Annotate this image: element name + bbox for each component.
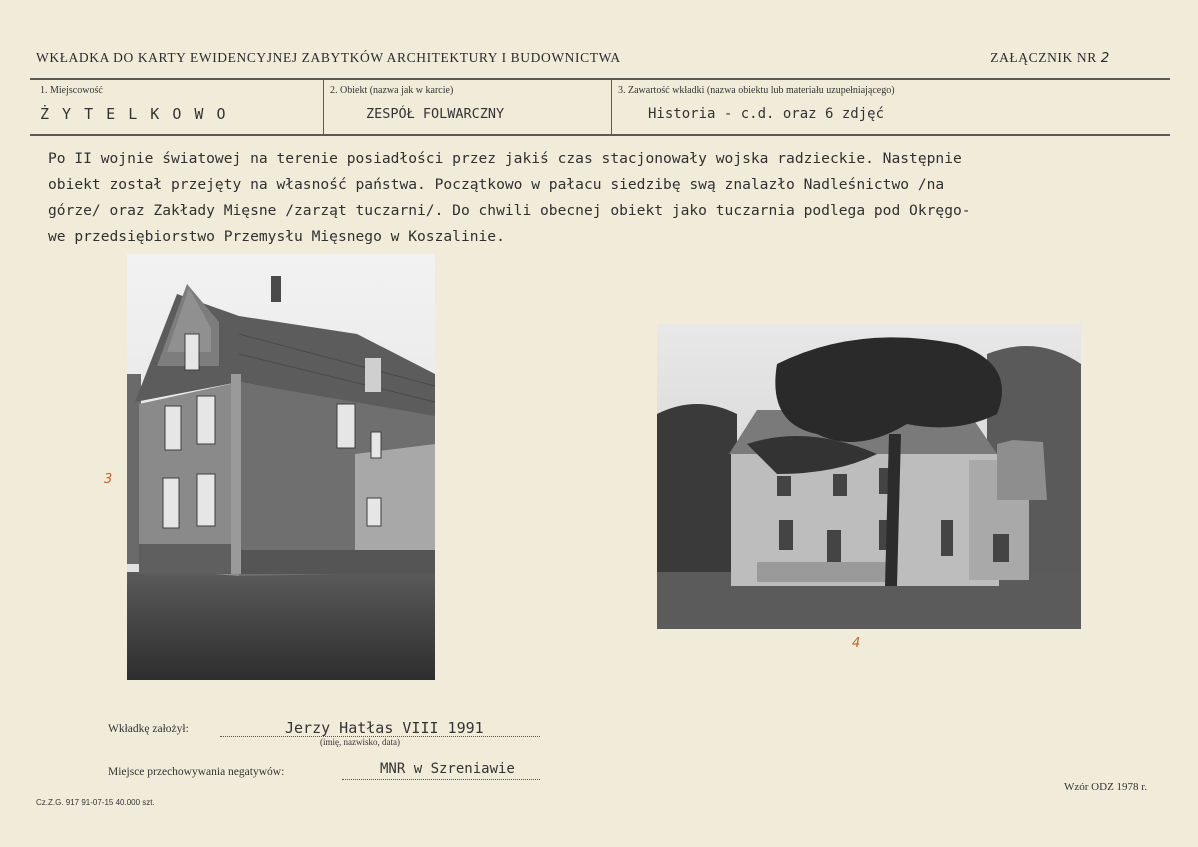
photo-number-right: 4 <box>852 636 861 651</box>
history-line: Po II wojnie światowej na terenie posiadłości przez jakiś czas stacjonowały wojska radzieckie. Następnie <box>48 150 962 167</box>
photo-manor-with-tree <box>657 324 1081 629</box>
form-model: Wzór ODZ 1978 r. <box>1064 781 1148 793</box>
field-divider-2 <box>611 80 612 135</box>
storage-value: MNR w Szreniawie <box>380 761 515 777</box>
header-rule-bottom <box>30 134 1170 136</box>
content-value: Historia - c.d. oraz 6 zdjęć <box>648 106 885 122</box>
print-code: Cz.Z.G. 917 91-07-15 40.000 szt. <box>36 798 155 807</box>
photo-manor-corner <box>127 254 435 680</box>
content-label: 3. Zawartość wkładki (nazwa obiektu lub materiału uzupełniającego) <box>618 85 895 96</box>
author-label: Wkładkę założył: <box>108 723 189 735</box>
field-divider-1 <box>323 80 324 135</box>
history-line: górze/ oraz Zakłady Mięsne /zarząt tuczarni/. Do chwili obecnej obiekt jako tuczarnia podlega pod Okręgo- <box>48 202 971 219</box>
object-label: 2. Obiekt (nazwa jak w karcie) <box>330 85 454 96</box>
history-line: obiekt został przejęty na własność państwa. Początkowo w pałacu siedzibę swą znalazło Nadleśnictwo /na <box>48 176 945 193</box>
attachment-number <box>990 50 1110 66</box>
object-value: ZESPÓŁ FOLWARCZNY <box>366 106 505 122</box>
card-title: WKŁADKA DO KARTY EWIDENCYJNEJ ZABYTKÓW ARCHITEKTURY I BUDOWNICTWA <box>36 50 621 65</box>
header-rule-top <box>30 78 1170 80</box>
place-value: Ż Y T E L K O W O <box>40 105 228 123</box>
photo-number-left: 3 <box>104 472 113 487</box>
place-label: 1. Miejscowość <box>40 85 103 96</box>
author-hint: (imię, nazwisko, data) <box>320 737 400 747</box>
storage-dotline <box>342 779 540 780</box>
attachment-label: ZAŁĄCZNIK NR <box>990 50 1097 65</box>
storage-label: Miejsce przechowywania negatywów: <box>108 766 285 778</box>
history-text <box>48 146 1138 250</box>
attachment-number-value: 2 <box>1100 50 1110 66</box>
history-line: we przedsiębiorstwo Przemysłu Mięsnego w Koszalinie. <box>48 228 505 245</box>
author-value: Jerzy Hatłas VIII 1991 <box>285 719 484 737</box>
